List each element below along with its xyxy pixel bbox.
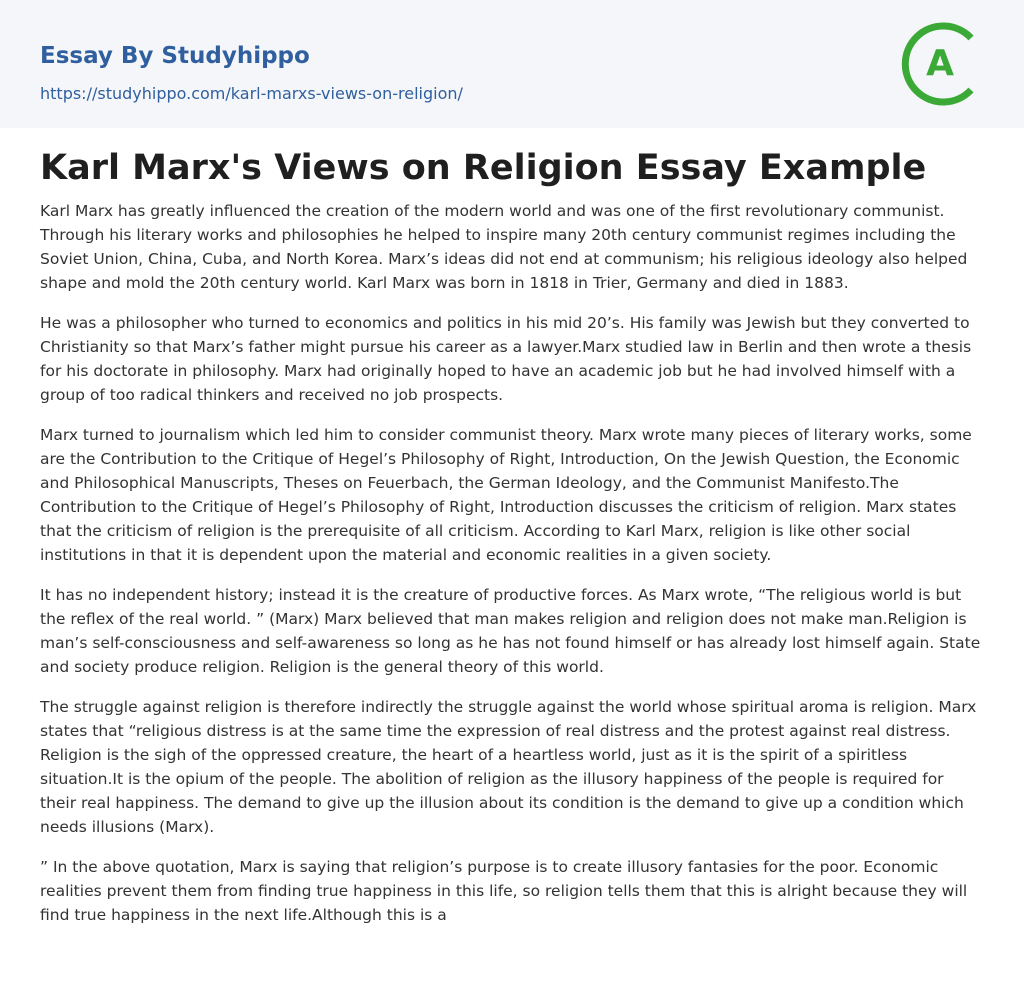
article-paragraph-4: It has no independent history; instead it is the creature of productive forces. As Marx wrote, “The religious world is but the reflex of the real world. ” (Marx) Marx believed that man makes religion and religion does not make man.Religion is man’s self-consciousness and self-awareness so long as he has not found himself or has already lost himself again. State and society produce religion. Religion is the general theory of this world. xyxy=(40,586,981,676)
site-header xyxy=(0,0,1024,128)
article-paragraph-1: Karl Marx has greatly influenced the creation of the modern world and was one of the first revolutionary communist. Through his literary works and philosophies he helped to inspire many 20th century communist regimes including the Soviet Union, China, Cuba, and North Korea. Marx’s ideas did not end at communism; his religious ideology also helped shape and mold the 20th century world. Karl Marx was born in 1818 in Trier, Germany and died in 1883. xyxy=(40,202,968,292)
article-paragraph-6: ” In the above quotation, Marx is saying that religion’s purpose is to create illusory fantasies for the poor. Economic realities prevent them from finding true happiness in this life, so religion tells them that this is alright because they will find true happiness in the next life.Although this is a xyxy=(40,858,968,924)
logo-letter: A xyxy=(926,43,954,84)
article xyxy=(40,142,984,943)
studyhippo-a-logo-icon[interactable] xyxy=(898,16,994,112)
article-paragraph-3: Marx turned to journalism which led him to consider communist theory. Marx wrote many pieces of literary works, some are the Contribution to the Critique of Hegel’s Philosophy of Right, Introduction, On the Jewish Question, the Economic and Philosophical Manuscripts, Theses on Feuerbach, the German Ideology, and the Communist Manifesto.The Contribution to the Critique of Hegel’s Philosophy of Right, Introduction discusses the criticism of religion. Marx states that the criticism of religion is the prerequisite of all criticism. According to Karl Marx, religion is like other social institutions in that it is dependent upon the material and economic realities in a given society. xyxy=(40,426,972,564)
article-paragraph-5: The struggle against religion is therefore indirectly the struggle against the world whose spiritual aroma is religion. Marx states that “religious distress is at the same time the expression of real distress and the protest against real distress. Religion is the sigh of the oppressed creature, the heart of a heartless world, just as it is the spirit of a spiritless situation.It is the opium of the people. The abolition of religion as the illusory happiness of the people is required for their real happiness. The demand to give up the illusion about its condition is the demand to give up a condition which needs illusions (Marx). xyxy=(40,698,977,836)
article-paragraph-2: He was a philosopher who turned to economics and politics in his mid 20’s. His family was Jewish but they converted to Christianity so that Marx’s father might pursue his career as a lawyer.Marx studied law in Berlin and then wrote a thesis for his doctorate in philosophy. Marx had originally hoped to have an academic job but he had involved himself with a group of too radical thinkers and received no job prospects. xyxy=(40,314,972,404)
site-title[interactable]: Essay By Studyhippo xyxy=(40,43,310,69)
source-url-link[interactable]: https://studyhippo.com/karl-marxs-views-on-religion/ xyxy=(40,84,463,103)
article-title: Karl Marx's Views on Religion Essay Example xyxy=(40,148,927,188)
